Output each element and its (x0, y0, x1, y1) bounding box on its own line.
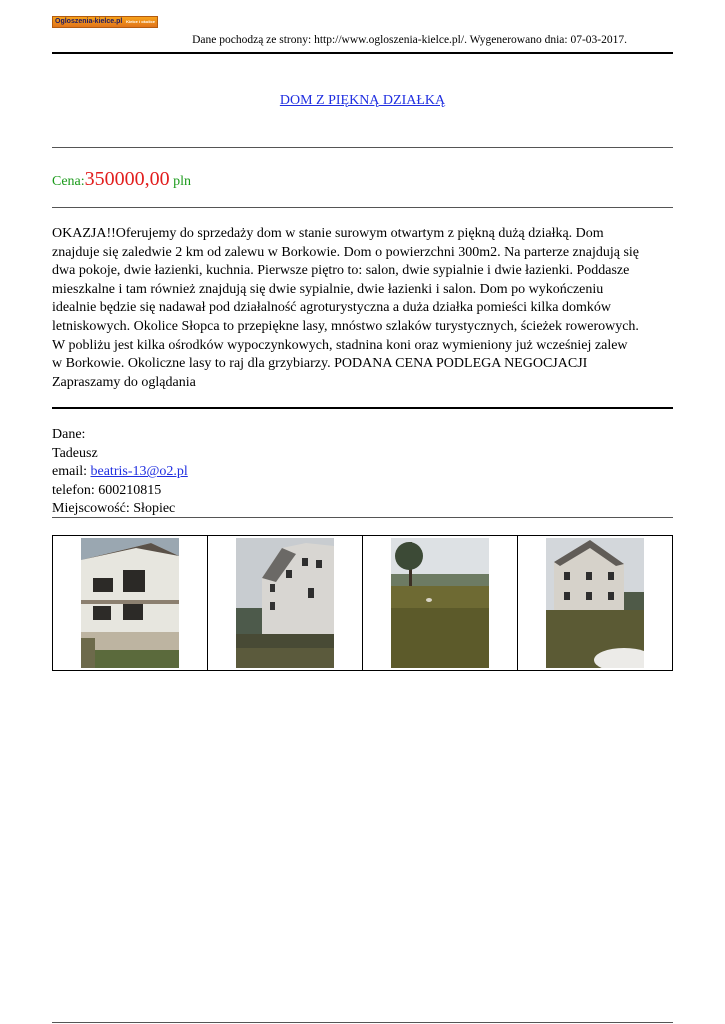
price (52, 168, 191, 191)
price-label: Cena: (52, 174, 85, 189)
house-front-photo[interactable] (81, 538, 179, 668)
description-line: w Borkowie. Okoliczne lasy to raj dla grzybiarzy. PODANA CENA PODLEGA NEGOCJACJI (52, 356, 588, 372)
house-side-photo[interactable] (236, 538, 334, 668)
photo-gallery (52, 535, 673, 671)
gallery-cell (363, 536, 518, 670)
description-line: Zapraszamy do oglądania (52, 374, 196, 390)
email-link[interactable]: beatris-13@o2.pl (90, 464, 188, 480)
description-line: znajduje się zaledwie 2 km od zalewu w Borkowie. Dom o powierzchni 300m2. Na parterze znajdują się (52, 244, 640, 260)
listing-description (52, 225, 677, 392)
listing-title[interactable]: DOM Z PIĘKNĄ DZIAŁKĄ (279, 93, 446, 108)
description-line: letniskowych. Okolice Słopca to przepiękne lasy, mnóstwo szlaków turystycznych, ścieżek rowerowych. (52, 318, 639, 334)
source-line: Dane pochodzą ze strony: http://www.ogloszenia-kielce.pl/. Wygenerowano dnia: 07-03-2017. (192, 34, 627, 46)
description-line: W pobliżu jest kilka ośrodków wypoczynkowych, stadnina koni oraz wymieniony już wcześniej zalew (52, 337, 628, 353)
price-divider (52, 207, 673, 208)
site-logo-text: Ogloszenia-kielce.pl (55, 18, 123, 25)
site-logo-tagline: Kielce i okolice (126, 19, 155, 24)
house-rear-photo[interactable] (546, 538, 644, 668)
description-line: OKAZJA!!Oferujemy do sprzedaży dom w stanie surowym otwartym z piękną dużą działką. Dom (52, 226, 604, 241)
contact-email-row (52, 463, 188, 482)
contact-divider (52, 517, 673, 518)
description-line: dwa pokoje, dwie łazienki, kuchnia. Pierwsze piętro to: salon, dwie sypialnie i dwie łazienki. Poddasze (52, 263, 630, 279)
contact-block (52, 426, 188, 519)
phone-value: 600210815 (98, 482, 162, 498)
price-currency: pln (173, 174, 192, 189)
description-line: mieszkalne i tam również znajdują się dwie sypialnie, dwie łazienki i salon. Dom po wykończeniu (52, 281, 604, 297)
email-label: email: (52, 464, 87, 480)
site-logo[interactable] (52, 16, 158, 28)
gallery-cell (53, 536, 208, 670)
header-divider (52, 52, 673, 54)
garden-plot-photo[interactable] (391, 538, 489, 668)
city-label: Miejscowość: (52, 501, 130, 517)
phone-label: telefon: (52, 482, 95, 498)
gallery-cell (518, 536, 672, 670)
price-amount: 350000,00 (84, 168, 170, 190)
title-divider (52, 147, 673, 148)
city-value: Słopiec (133, 501, 176, 517)
footer-divider (52, 1022, 673, 1023)
description-divider (52, 407, 673, 409)
contact-phone-row (52, 482, 188, 501)
description-line: idealnie będzie się nadawał pod działalność agroturystyczna a duża działka pomieści kilka domków (52, 300, 612, 316)
contact-name: Tadeusz (52, 445, 98, 461)
gallery-cell (208, 536, 363, 670)
contact-heading: Dane: (52, 427, 86, 442)
